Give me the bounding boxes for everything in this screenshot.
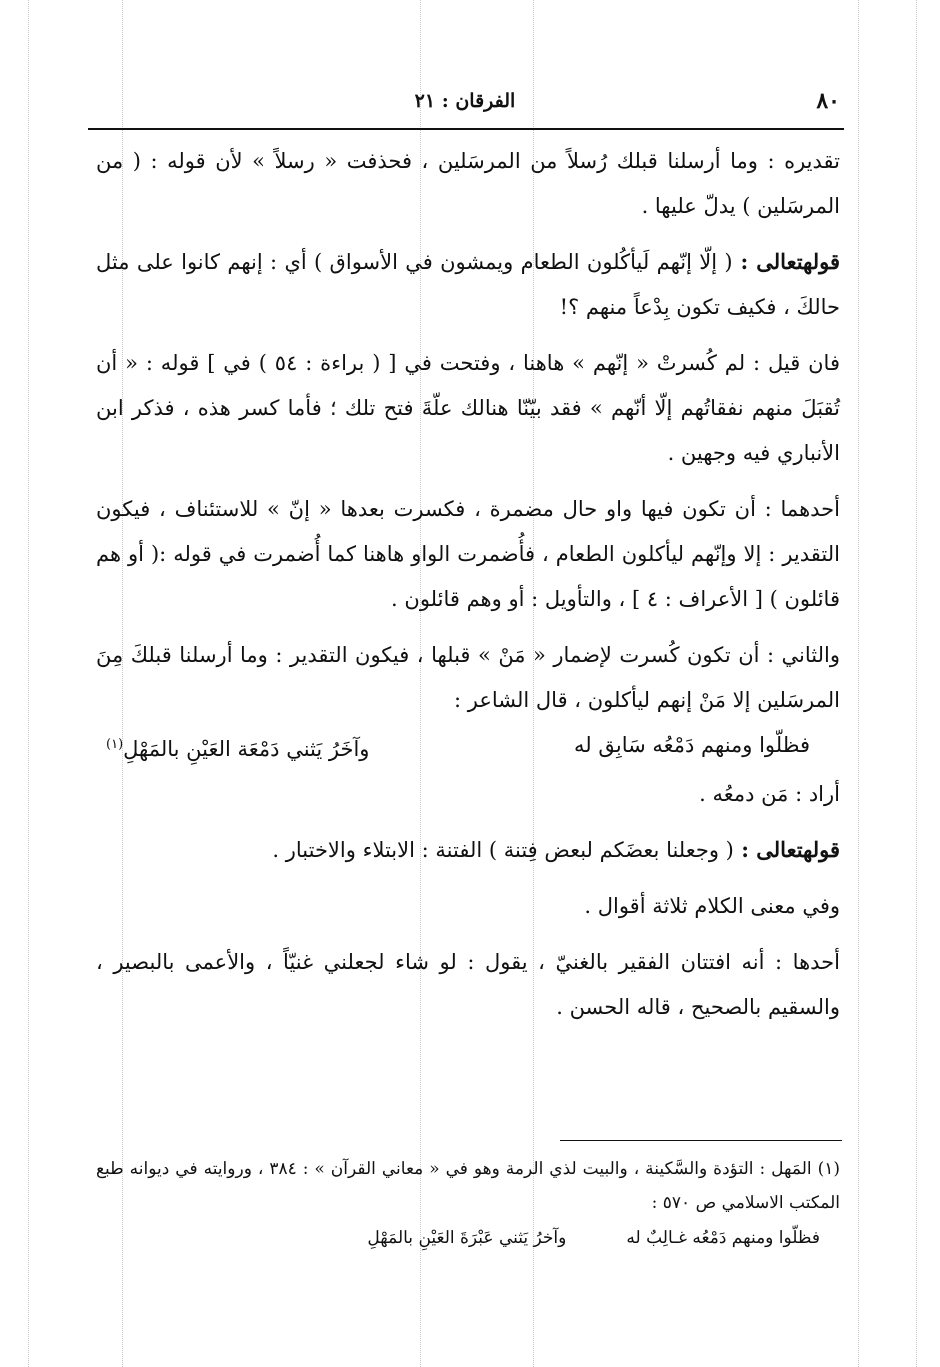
paragraph-2 — [96, 239, 840, 330]
paragraph-lead: قولهتعالى : — [733, 837, 840, 862]
footnote-verse-first: فظلّوا ومنهم دَمْعُه غـالِبٌ له — [626, 1228, 820, 1248]
scan-grid-line — [858, 0, 859, 1367]
paragraph-8 — [96, 883, 840, 929]
running-head: الفرقان : ٢١ — [414, 90, 516, 112]
paragraph-6 — [96, 771, 840, 817]
scan-grid-line — [28, 0, 29, 1367]
verse-second-text: وآخَرُ يَثني دَمْعَة العَيْنِ بالمَهْلِ — [123, 737, 370, 761]
verse-second-hemistich — [106, 723, 369, 771]
paragraph-5 — [96, 632, 840, 723]
paragraph-9 — [96, 939, 840, 1030]
footnote-text: (١) المَهل : التؤدة والسَّكينة ، والبيت لذي الرمة وهو في « معاني القرآن » : ٣٨٤ ، وروايته في ديوانه طبع المكتب الاسلامي ص ٥٧٠ : — [96, 1159, 840, 1213]
paragraph-text: أراد : مَن دمعُه . — [699, 782, 840, 806]
paragraph-text: تقديره : وما أرسلنا قبلك رُسلاً من المرسَلين ، فحذفت « رسلاً » لأن قوله : ( من المرسَلين ) يدلّ عليها . — [96, 149, 840, 218]
page-number: ٨٠ — [816, 88, 840, 114]
paragraph-text: أحدهما : أن تكون فيها واو حال مضمرة ، فكسرت بعدها « إنّ » للاستئناف ، فيكون التقدير : إلا وإنّهم ليأكلون الطعام ، فأُضمرت الواو هاهنا كما أُضمرت في قوله :( أو هم قائلون ) [ الأعراف : ٤ ] ، والتأويل : أو وهم قائلون . — [96, 497, 840, 611]
paragraph-7 — [96, 827, 840, 873]
footnote-rule — [560, 1140, 842, 1141]
verse-first-hemistich: فظلّوا ومنهم دَمْعُه سَابِق له — [574, 733, 810, 757]
paragraph-3 — [96, 340, 840, 476]
paragraph-1 — [96, 138, 840, 229]
footnote-verse — [96, 1220, 840, 1256]
paragraph-text: أحدها : أنه افتتان الفقير بالغنيّ ، يقول : لو شاء لجعلني غنيّاً ، والأعمى بالبصير ، والسقيم بالصحيح ، قاله الحسن . — [96, 950, 840, 1019]
paragraph-text: ( وجعلنا بعضَكم لبعض فِتنة ) الفتنة : الابتلاء والاختبار . — [272, 838, 734, 862]
paragraph-text: ( إلّا إنّهم لَيأكُلون الطعام ويمشون في الأسواق ) أي : إنهم كانوا على مثل حالكَ ، فكيف تكون بِدْعاً منهم ؟! — [96, 250, 840, 319]
poetry-verse — [96, 723, 840, 771]
header-rule — [88, 128, 844, 130]
footnote-verse-second: وآخرُ يَثني عَبْرَةَ العَيْنِ بالمَهْلِ — [367, 1228, 567, 1248]
footnote-reference: (١) — [106, 737, 124, 752]
paragraph-text: والثاني : أن تكون كُسرت لإضمار « مَنْ » قبلها ، فيكون التقدير : وما أرسلنا قبلكَ مِنَ المرسَلين إلا مَنْ إنهم ليأكلون ، قال الشاعر : — [96, 643, 840, 712]
page-header — [90, 88, 840, 124]
paragraph-text: فان قيل : لم كُسرتْ « إنّهم » هاهنا ، وفتحت في [ ( براءة : ٥٤ ) في ] قوله : « أن تُقبَلَ منهم نفقاتُهم إلّا أنّهم » فقد بيّنّا هنالك علّةَ فتح تلك ؛ فأما كسر هذه ، فذكر ابن الأنباري فيه وجهين . — [96, 351, 840, 465]
paragraph-text: وفي معنى الكلام ثلاثة أقوال . — [584, 894, 840, 918]
paragraph-lead: قولهتعالى : — [732, 249, 841, 274]
paragraph-4 — [96, 486, 840, 622]
body-text — [96, 138, 840, 1040]
scan-grid-line — [916, 0, 917, 1367]
footnotes — [96, 1152, 840, 1256]
